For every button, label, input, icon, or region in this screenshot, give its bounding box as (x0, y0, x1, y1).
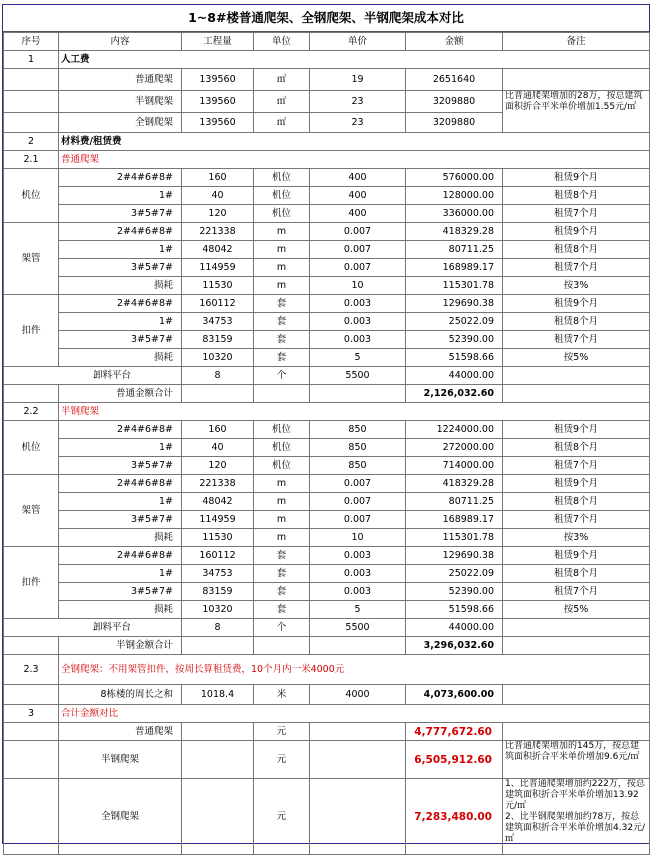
table-row (4, 69, 650, 91)
item-amount: 714000.00 (406, 457, 503, 475)
item-amount: 115301.78 (406, 529, 503, 547)
item-price: 850 (310, 421, 406, 439)
col-header-unit: 单位 (254, 33, 310, 51)
item-unit: 机位 (254, 205, 310, 223)
section-title: 材料费/租赁费 (59, 133, 650, 151)
item-qty: 8 (182, 619, 254, 637)
table-row (4, 241, 650, 259)
item-name: 全钢爬架 (59, 779, 182, 855)
item-unit: 机位 (254, 439, 310, 457)
item-qty: 11530 (182, 277, 254, 295)
item-note: 按5% (503, 601, 650, 619)
group-label: 扣件 (4, 295, 59, 367)
item-name: 3#5#7# (59, 511, 182, 529)
table-row (4, 565, 650, 583)
item-name: 1# (59, 313, 182, 331)
item-amount: 80711.25 (406, 493, 503, 511)
item-note: 租赁9个月 (503, 547, 650, 565)
total-row (4, 385, 650, 403)
table-row (4, 685, 650, 705)
item-price: 0.003 (310, 565, 406, 583)
table-row (4, 259, 650, 277)
item-note: 租赁7个月 (503, 205, 650, 223)
header-row (4, 33, 650, 51)
total-amount: 3,296,032.60 (406, 637, 503, 655)
item-unit: m (254, 529, 310, 547)
item-note: 租赁8个月 (503, 187, 650, 205)
group-label: 架管 (4, 223, 59, 295)
item-name: 损耗 (59, 349, 182, 367)
table-row (4, 601, 650, 619)
item-amount: 3209880 (406, 113, 503, 133)
item-name: 2#4#6#8# (59, 295, 182, 313)
col-header-qty: 工程量 (182, 33, 254, 51)
table-row (4, 511, 650, 529)
cost-table (3, 32, 650, 855)
subsection-no: 2.2 (4, 403, 59, 421)
item-amount: 51598.66 (406, 601, 503, 619)
item-unit: m (254, 493, 310, 511)
item-price: 0.007 (310, 493, 406, 511)
table-row (4, 169, 650, 187)
total-row (4, 637, 650, 655)
item-amount: 4,777,672.60 (406, 723, 503, 741)
item-unit: 机位 (254, 169, 310, 187)
item-name: 全钢爬架 (59, 113, 182, 133)
item-qty: 221338 (182, 223, 254, 241)
item-unit: m (254, 277, 310, 295)
item-name: 1# (59, 493, 182, 511)
item-note: 租赁7个月 (503, 259, 650, 277)
table-row (4, 529, 650, 547)
group-label: 架管 (4, 475, 59, 547)
item-unit: m (254, 241, 310, 259)
item-name: 损耗 (59, 277, 182, 295)
subsection-title: 全钢爬架：不用架管扣件，按周长算租赁费，10个月内一米4000元 (59, 655, 650, 685)
subsection-row (4, 151, 650, 169)
item-qty: 10320 (182, 601, 254, 619)
item-price: 0.007 (310, 475, 406, 493)
item-qty: 160 (182, 421, 254, 439)
item-name: 2#4#6#8# (59, 547, 182, 565)
item-unit: 套 (254, 547, 310, 565)
item-name: 普通爬架 (59, 723, 182, 741)
subsection-no: 2.1 (4, 151, 59, 169)
sheet-title: 1~8#楼普通爬架、全钢爬架、半钢爬架成本对比 (3, 5, 649, 32)
item-qty: 160112 (182, 547, 254, 565)
item-unit: 套 (254, 583, 310, 601)
item-note: 租赁7个月 (503, 583, 650, 601)
group-label: 机位 (4, 421, 59, 475)
item-unit: 套 (254, 331, 310, 349)
item-note: 租赁7个月 (503, 457, 650, 475)
item-amount: 576000.00 (406, 169, 503, 187)
item-note: 1、比普通爬架增加约222万，按总建筑面积折合平米单价增加13.92元/㎡ 2、比半钢爬架增加约78万，按总建筑面积折合平米单价增加4.32元/㎡ (503, 779, 650, 855)
item-unit: 个 (254, 367, 310, 385)
item-unit: m (254, 259, 310, 277)
item-name: 3#5#7# (59, 457, 182, 475)
item-qty: 120 (182, 457, 254, 475)
item-price: 4000 (310, 685, 406, 705)
item-price: 5500 (310, 619, 406, 637)
table-row (4, 313, 650, 331)
item-amount: 115301.78 (406, 277, 503, 295)
table-row (4, 187, 650, 205)
item-name: 2#4#6#8# (59, 169, 182, 187)
item-price: 400 (310, 205, 406, 223)
item-unit: ㎡ (254, 91, 310, 113)
item-amount: 52390.00 (406, 331, 503, 349)
item-price: 10 (310, 277, 406, 295)
cost-comparison-sheet (2, 4, 650, 844)
item-price: 0.007 (310, 511, 406, 529)
item-amount: 1224000.00 (406, 421, 503, 439)
item-note: 租赁7个月 (503, 331, 650, 349)
item-unit: m (254, 223, 310, 241)
item-amount: 44000.00 (406, 619, 503, 637)
item-note: 租赁7个月 (503, 511, 650, 529)
item-name: 半钢爬架 (59, 741, 182, 779)
item-qty: 114959 (182, 259, 254, 277)
item-unit: 套 (254, 295, 310, 313)
table-row (4, 457, 650, 475)
item-price: 400 (310, 187, 406, 205)
table-row (4, 619, 650, 637)
section-row (4, 133, 650, 151)
table-row (4, 475, 650, 493)
item-unit: 个 (254, 619, 310, 637)
item-qty: 221338 (182, 475, 254, 493)
table-row (4, 439, 650, 457)
item-unit: 元 (254, 779, 310, 855)
item-amount: 168989.17 (406, 511, 503, 529)
item-unit: 元 (254, 741, 310, 779)
item-note: 按3% (503, 277, 650, 295)
item-qty: 160112 (182, 295, 254, 313)
item-price: 400 (310, 169, 406, 187)
section-title: 人工费 (59, 51, 650, 69)
col-header-note: 备注 (503, 33, 650, 51)
table-row (4, 223, 650, 241)
item-qty: 160 (182, 169, 254, 187)
table-row (4, 493, 650, 511)
item-amount: 52390.00 (406, 583, 503, 601)
item-price: 5 (310, 601, 406, 619)
item-price: 23 (310, 113, 406, 133)
item-name: 1# (59, 565, 182, 583)
item-amount: 44000.00 (406, 367, 503, 385)
item-note: 比普通爬架增加的145万，按总建筑面积折合平米单价增加9.6元/㎡ (503, 741, 650, 779)
item-amount: 129690.38 (406, 295, 503, 313)
subsection-row (4, 403, 650, 421)
item-amount: 128000.00 (406, 187, 503, 205)
item-amount: 418329.28 (406, 223, 503, 241)
item-note: 按3% (503, 529, 650, 547)
item-price: 23 (310, 91, 406, 113)
item-name: 卸料平台 (4, 367, 182, 385)
subsection-row (4, 655, 650, 685)
item-unit: ㎡ (254, 113, 310, 133)
total-label: 半钢金额合计 (59, 637, 182, 655)
item-name: 普通爬架 (59, 69, 182, 91)
item-price: 0.003 (310, 295, 406, 313)
item-amount: 272000.00 (406, 439, 503, 457)
section-title: 合计金额对比 (59, 705, 650, 723)
subsection-no: 2.3 (4, 655, 59, 685)
item-amount: 168989.17 (406, 259, 503, 277)
item-note: 租赁8个月 (503, 565, 650, 583)
item-unit: 套 (254, 565, 310, 583)
item-name: 2#4#6#8# (59, 475, 182, 493)
item-amount: 7,283,480.00 (406, 779, 503, 855)
item-price: 0.003 (310, 547, 406, 565)
item-amount: 80711.25 (406, 241, 503, 259)
item-amount: 2651640 (406, 69, 503, 91)
item-unit: 套 (254, 601, 310, 619)
item-amount: 25022.09 (406, 565, 503, 583)
item-qty: 139560 (182, 113, 254, 133)
item-unit: 米 (254, 685, 310, 705)
total-amount: 2,126,032.60 (406, 385, 503, 403)
item-qty: 48042 (182, 241, 254, 259)
item-amount: 418329.28 (406, 475, 503, 493)
item-amount: 51598.66 (406, 349, 503, 367)
item-note: 租赁9个月 (503, 475, 650, 493)
item-qty: 48042 (182, 493, 254, 511)
item-unit: 机位 (254, 457, 310, 475)
table-row (4, 583, 650, 601)
item-note: 租赁8个月 (503, 493, 650, 511)
item-name: 半钢爬架 (59, 91, 182, 113)
total-label: 普通金额合计 (59, 385, 182, 403)
item-amount: 336000.00 (406, 205, 503, 223)
item-qty: 114959 (182, 511, 254, 529)
item-qty: 83159 (182, 331, 254, 349)
item-unit: ㎡ (254, 69, 310, 91)
item-name: 1# (59, 439, 182, 457)
item-amount: 4,073,600.00 (406, 685, 503, 705)
item-price: 850 (310, 457, 406, 475)
item-name: 1# (59, 241, 182, 259)
item-qty: 10320 (182, 349, 254, 367)
item-amount: 25022.09 (406, 313, 503, 331)
item-unit: 机位 (254, 421, 310, 439)
item-price: 0.003 (310, 583, 406, 601)
item-qty: 120 (182, 205, 254, 223)
item-price: 0.007 (310, 259, 406, 277)
item-name: 损耗 (59, 601, 182, 619)
table-row (4, 741, 650, 779)
subsection-title: 普通爬架 (59, 151, 650, 169)
item-unit: m (254, 511, 310, 529)
item-name: 2#4#6#8# (59, 223, 182, 241)
item-qty: 34753 (182, 313, 254, 331)
item-note: 租赁8个月 (503, 439, 650, 457)
item-name: 3#5#7# (59, 205, 182, 223)
item-price: 5500 (310, 367, 406, 385)
item-name: 3#5#7# (59, 259, 182, 277)
item-amount: 6,505,912.60 (406, 741, 503, 779)
item-note: 租赁9个月 (503, 169, 650, 187)
item-note: 租赁9个月 (503, 295, 650, 313)
col-header-no: 序号 (4, 33, 59, 51)
table-row (4, 331, 650, 349)
item-price: 0.007 (310, 223, 406, 241)
item-name: 8栋楼的周长之和 (59, 685, 182, 705)
item-name: 损耗 (59, 529, 182, 547)
item-name: 2#4#6#8# (59, 421, 182, 439)
table-row (4, 547, 650, 565)
table-row (4, 91, 650, 113)
table-row (4, 367, 650, 385)
item-unit: m (254, 475, 310, 493)
col-header-content: 内容 (59, 33, 182, 51)
item-name: 3#5#7# (59, 331, 182, 349)
group-label: 机位 (4, 169, 59, 223)
item-qty: 40 (182, 439, 254, 457)
item-name: 1# (59, 187, 182, 205)
item-unit: 元 (254, 723, 310, 741)
item-note: 按5% (503, 349, 650, 367)
table-row (4, 295, 650, 313)
section-row (4, 705, 650, 723)
section-no: 1 (4, 51, 59, 69)
table-row (4, 277, 650, 295)
item-price: 850 (310, 439, 406, 457)
item-note: 比普通爬架增加的28万，按总建筑面积折合平米单价增加1.55元/㎡ (503, 91, 650, 133)
item-price: 5 (310, 349, 406, 367)
item-qty: 1018.4 (182, 685, 254, 705)
group-label: 扣件 (4, 547, 59, 619)
col-header-price: 单价 (310, 33, 406, 51)
table-row (4, 779, 650, 855)
table-row (4, 349, 650, 367)
item-note (503, 723, 650, 741)
item-price: 19 (310, 69, 406, 91)
item-price: 0.003 (310, 331, 406, 349)
item-unit: 套 (254, 349, 310, 367)
subsection-title: 半钢爬架 (59, 403, 650, 421)
table-row (4, 723, 650, 741)
table-row (4, 421, 650, 439)
item-price: 0.003 (310, 313, 406, 331)
item-qty: 83159 (182, 583, 254, 601)
item-price: 10 (310, 529, 406, 547)
item-qty: 139560 (182, 69, 254, 91)
item-note: 租赁8个月 (503, 241, 650, 259)
item-amount: 129690.38 (406, 547, 503, 565)
item-qty: 40 (182, 187, 254, 205)
item-qty: 11530 (182, 529, 254, 547)
item-unit: 机位 (254, 187, 310, 205)
item-unit: 套 (254, 313, 310, 331)
section-no: 2 (4, 133, 59, 151)
col-header-amount: 金额 (406, 33, 503, 51)
item-note: 租赁9个月 (503, 421, 650, 439)
table-row (4, 205, 650, 223)
item-qty: 139560 (182, 91, 254, 113)
item-amount: 3209880 (406, 91, 503, 113)
item-note: 租赁8个月 (503, 313, 650, 331)
item-qty: 34753 (182, 565, 254, 583)
item-name: 卸料平台 (4, 619, 182, 637)
item-price: 0.007 (310, 241, 406, 259)
item-qty: 8 (182, 367, 254, 385)
item-name: 3#5#7# (59, 583, 182, 601)
section-row (4, 51, 650, 69)
item-note: 租赁9个月 (503, 223, 650, 241)
section-no: 3 (4, 705, 59, 723)
